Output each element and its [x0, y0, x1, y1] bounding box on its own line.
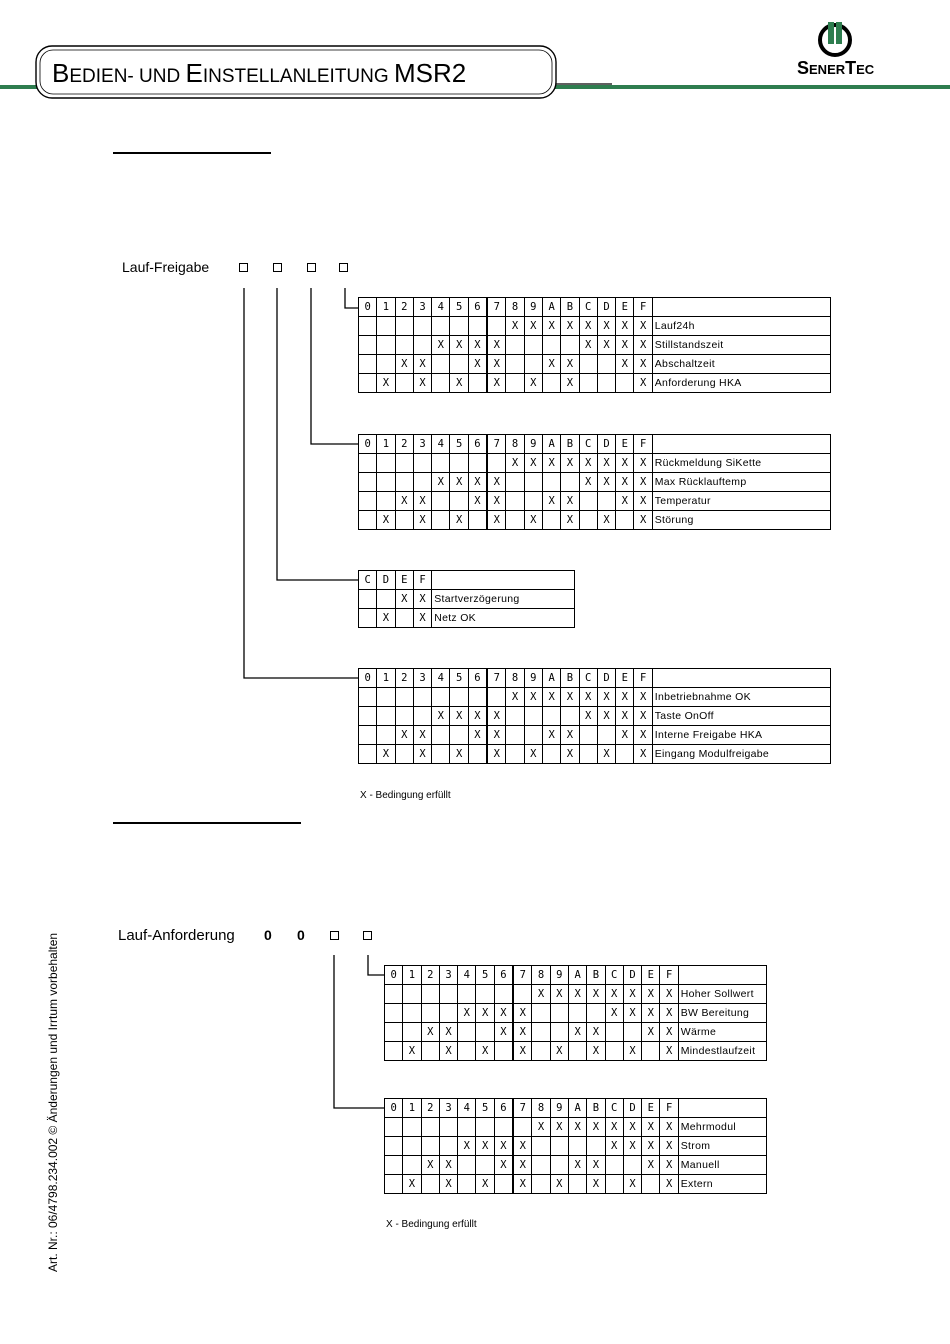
lauf-anforderung-label: Lauf-Anforderung [118, 927, 235, 944]
table-row: X X X X X X X X Temperatur [359, 492, 831, 511]
freigabe-table-3 [358, 570, 575, 628]
freigabe-table-4 [358, 668, 831, 764]
table-header-row: 0 1 2 3 4 5 6 7 8 9 A B C D E F [359, 298, 831, 317]
table-header-row: 0 1 2 3 4 5 6 7 8 9 A B C D E F [359, 435, 831, 454]
logo-wordmark: SENERTEC [797, 58, 875, 78]
digit-value-1: 0 [264, 927, 272, 943]
table-row: X X X X X X X X Manuell [385, 1156, 767, 1175]
table-row: X X X X X X X X Inbetriebnahme OK [359, 688, 831, 707]
table-header-row: C D E F [359, 571, 575, 590]
table-row: X X X X X X X X Strom [385, 1137, 767, 1156]
table-row: X X X X X X X X BW Bereitung [385, 1004, 767, 1023]
lauf-freigabe-label: Lauf-Freigabe [122, 259, 210, 275]
freigabe-table-2 [358, 434, 831, 530]
header-graphics [0, 0, 950, 110]
digit-box-3 [330, 931, 339, 940]
table-row: X X X X X X X X Abschaltzeit [359, 355, 831, 374]
digit-box-1 [239, 263, 248, 272]
side-article-number: Art. Nr.: 06/4798.234.002 © Änderungen und Irrtum vorbehalten [46, 932, 60, 1272]
table-row: X X X X X X X X Mindestlaufzeit [385, 1042, 767, 1061]
table-header-row: 0 1 2 3 4 5 6 7 8 9 A B C D E F [385, 966, 767, 985]
page-title: BEDIEN- UND EINSTELLANLEITUNG MSR2 [52, 58, 467, 88]
table-row: X X X X X X X Anforderung HKA [359, 374, 831, 393]
table-row: X X X X X X X X Mehrmodul [385, 1118, 767, 1137]
table-header-row: 0 1 2 3 4 5 6 7 8 9 A B C D E F [359, 669, 831, 688]
table-row: X X X X X X X X Wärme [385, 1023, 767, 1042]
table-row: X X X X X X X X Max Rücklauftemp [359, 473, 831, 492]
table-row: X X X X X X X X Eingang Modulfreigabe [359, 745, 831, 764]
table-row: X X X X X X X X Taste OnOff [359, 707, 831, 726]
table-row: X X Startverzögerung [359, 590, 575, 609]
table-header-row: 0 1 2 3 4 5 6 7 8 9 A B C D E F [385, 1099, 767, 1118]
table-row: X X X X X X X X Extern [385, 1175, 767, 1194]
section-rule-1 [113, 152, 271, 154]
section-rule-2 [113, 822, 301, 824]
table-row: X X X X X X X X Störung [359, 511, 831, 530]
table-row: X X X X X X X X Lauf24h [359, 317, 831, 336]
table-row: X X X X X X X X Stillstandszeit [359, 336, 831, 355]
table-row: X X X X X X X X Interne Freigabe HKA [359, 726, 831, 745]
digit-value-2: 0 [297, 927, 305, 943]
anforderung-table-2 [384, 1098, 767, 1194]
logo-icon [820, 22, 850, 55]
digit-box-2 [273, 263, 282, 272]
anforderung-legend-note: X - Bedingung erfüllt [386, 1219, 477, 1230]
digit-box-4 [363, 931, 372, 940]
table-row: X X X X X X X X Hoher Sollwert [385, 985, 767, 1004]
digit-box-4 [339, 263, 348, 272]
freigabe-table-1 [358, 297, 831, 393]
freigabe-legend-note: X - Bedingung erfüllt [360, 790, 451, 801]
table-row: X X Netz OK [359, 609, 575, 628]
table-row: X X X X X X X X Rückmeldung SiKette [359, 454, 831, 473]
digit-box-3 [307, 263, 316, 272]
anforderung-table-1 [384, 965, 767, 1061]
